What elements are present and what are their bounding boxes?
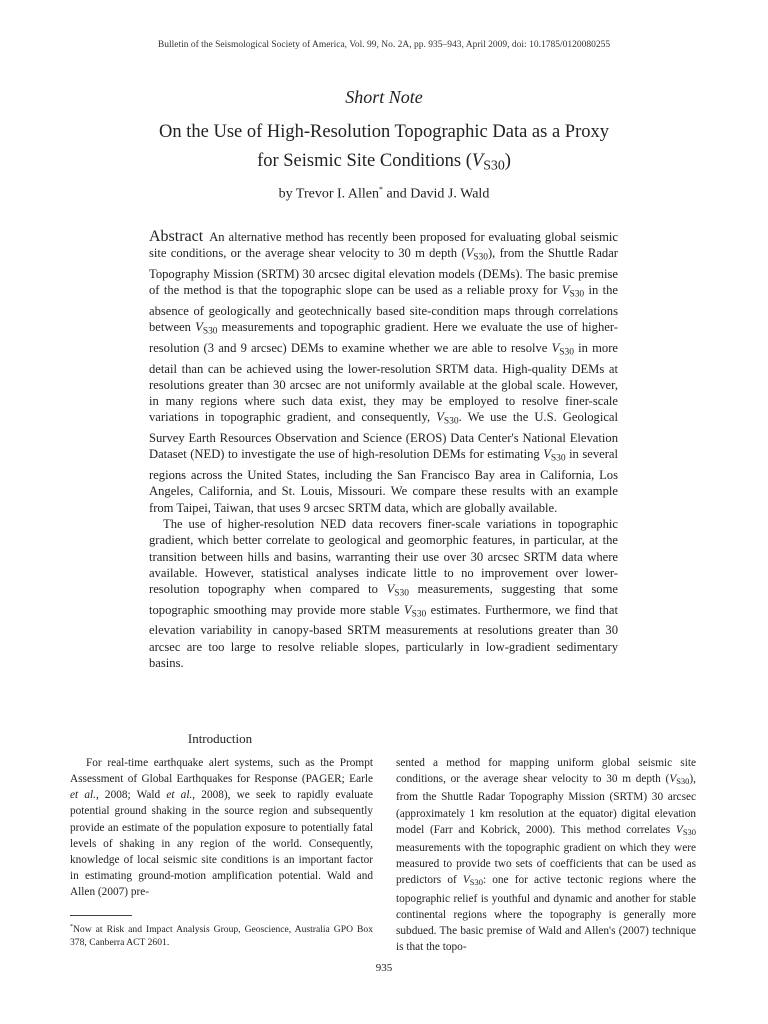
section-heading-introduction: Introduction [187,731,253,746]
vs30-var: V [465,246,474,261]
body-text: , 2008; Wald [95,789,167,802]
footnote-mark: * [70,924,73,930]
author-1-footnote-mark: * [379,185,383,194]
abstract-paragraph-2 [149,516,618,671]
body-column-left [70,755,373,900]
section-label: Short Note [345,87,423,107]
footnote-rule [70,915,132,916]
abstract-text: ), from the Shuttle Radar Topography Mission (SRTM) 30 arcsec digital elevation models (DEMs). The basic premise of the method is that the topographic slope can be used as a reliable proxy for [149,246,619,298]
body-text: For real-time earthquake alert systems, such as the Prompt Assessment of Global Earthquakes for Response (PAGER; Earle [70,757,373,786]
vs30-sub: S30 [682,826,696,837]
vs30-sub: S30 [202,326,218,337]
body-text: : one for active tectonic regions where the topographic relief is youthful and dynamic and another for stable continental regions where the topography is generally more subdued. The basic premise of Wald and Allen's (2007) technique is that the topo- [396,874,696,954]
vs30-var: V [669,773,677,786]
body-text-italic: et al. [70,789,96,802]
abstract-paragraph-1 [149,229,618,516]
vs30-var: V [403,602,412,617]
abstract-text: estimates. Furthermore, we find that elevation variability in canopy-based SRTM measurements at resolutions greater than 30 arcsec are too large to resolve reliable slopes, particularly in low-gradient sedimentary basins. [149,602,618,670]
body-text: ), from the Shuttle Radar Topography Mission (SRTM) 30 arcsec (approximately 1 km resolution at the equator) digital elevation model (Farr and Kobrick, 2000). This method correlates [396,773,696,836]
author-joiner: and [386,186,407,202]
vs30-var: V [561,283,570,298]
body-text: measurements with the topographic gradient on which they were measured to provide two sets of coefficients that can be used as predictors of [396,842,696,887]
body-text: , 2008), we seek to rapidly evaluate potential ground shaking in the source region and subsequently provide an estimate of the population exposure to potentially fatal levels of shaking in any region of the world. Consequently, knowledge of local seismic site conditions is an important factor in estimating ground-motion amplification potential. Wald and Allen (2007) pre- [70,789,373,899]
title-line-2-start: for Seismic Site Conditions ( [257,151,472,171]
abstract-text: measurements and topographic gradient. Here we evaluate the use of higher-resolution (3 and 9 arcsec) DEMs to examine whether we are able to resolve [149,320,618,355]
vs30-sub: S30 [483,158,505,174]
abstract-text: . We use the U.S. Geological Survey Earth Resources Observation and Science (EROS) Data Center's National Elevation Dataset (NED) to investigate the use of high-resolution DEMs for estimating [149,410,619,462]
vs30-sub: S30 [559,347,574,358]
body-paragraph [70,755,373,900]
vs30-sub: S30 [569,289,585,300]
author-prefix: by [278,186,293,202]
body-text: sented a method for mapping uniform global seismic site conditions, or the average shear velocity to 30 m depth ( [396,757,696,786]
vs30-var: V [543,447,551,462]
vs30-sub: S30 [443,416,459,427]
abstract-text: The use of higher-resolution NED data recovers finer-scale variations in topographic gradient, which better correlate to geological and geomorphic features, in particular, at the transition between hills and basins, warranting their use over 30 arcsec SRTM data where available. However, statistical analyses indicate little to no improvement over lower-resolution topography when compared to [149,516,618,597]
vs30-sub: S30 [411,609,427,620]
vs30-sub: S30 [550,453,566,464]
paper-title [80,118,688,180]
vs30-var: V [386,582,395,597]
vs30-var: V [462,874,470,887]
vs30-sub: S30 [473,252,488,263]
vs30-var: V [551,340,560,355]
author-line [0,185,768,203]
vs30-var: V [471,151,484,171]
abstract [149,229,618,671]
body-paragraph [396,755,696,955]
page-number: 935 [375,962,393,974]
author-1: Trevor I. Allen [295,186,379,202]
running-head: Bulletin of the Seismological Society of America, Vol. 99, No. 2A, pp. 935–943, April 2009, doi: 10.1785/0120080255 [157,40,611,50]
vs30-var: V [675,823,683,836]
vs30-sub: S30 [676,776,690,787]
body-text-italic: et al. [166,789,193,802]
title-line-1: On the Use of High-Resolution Topographic Data as a Proxy [159,122,609,142]
abstract-text: in several regions across the United States, including the San Francisco Bay area in California, Los Angeles, California, and St. Louis, Missouri. We compare these results with an example from Taipei, Taiwan, that uses 9 arcsec SRTM data, which are globally available. [149,447,618,515]
footnote-text: Now at Risk and Impact Analysis Group, Geoscience, Australia GPO Box 378, Canberra ACT 2601. [70,924,373,949]
vs30-sub: S30 [469,877,483,888]
abstract-label: Abstract [149,228,204,245]
abstract-text: An alternative method has recently been proposed for evaluating global seismic site conditions, or the average shear velocity to 30 m depth ( [149,230,618,261]
title-line-2-end: ) [504,151,511,171]
footnote [70,921,373,949]
abstract-text: in the absence of geologically and geotechnically based site-condition maps through correlations between [149,283,618,335]
body-column-right [396,755,696,955]
vs30-var: V [436,410,444,425]
abstract-text: measurements, suggesting that some topographic smoothing may provide more stable [149,582,618,617]
vs30-sub: S30 [394,588,409,599]
author-2: David J. Wald [410,186,490,202]
vs30-var: V [195,320,203,335]
abstract-text: in more detail than can be achieved using the lower-resolution SRTM data. High-quality DEMs at resolutions greater than 30 arcsec are not uniformly available at the global scale. However, in many regions where such data exist, they may be employed to resolve finer-scale variations in topographic gradient, and consequently, [149,340,618,425]
